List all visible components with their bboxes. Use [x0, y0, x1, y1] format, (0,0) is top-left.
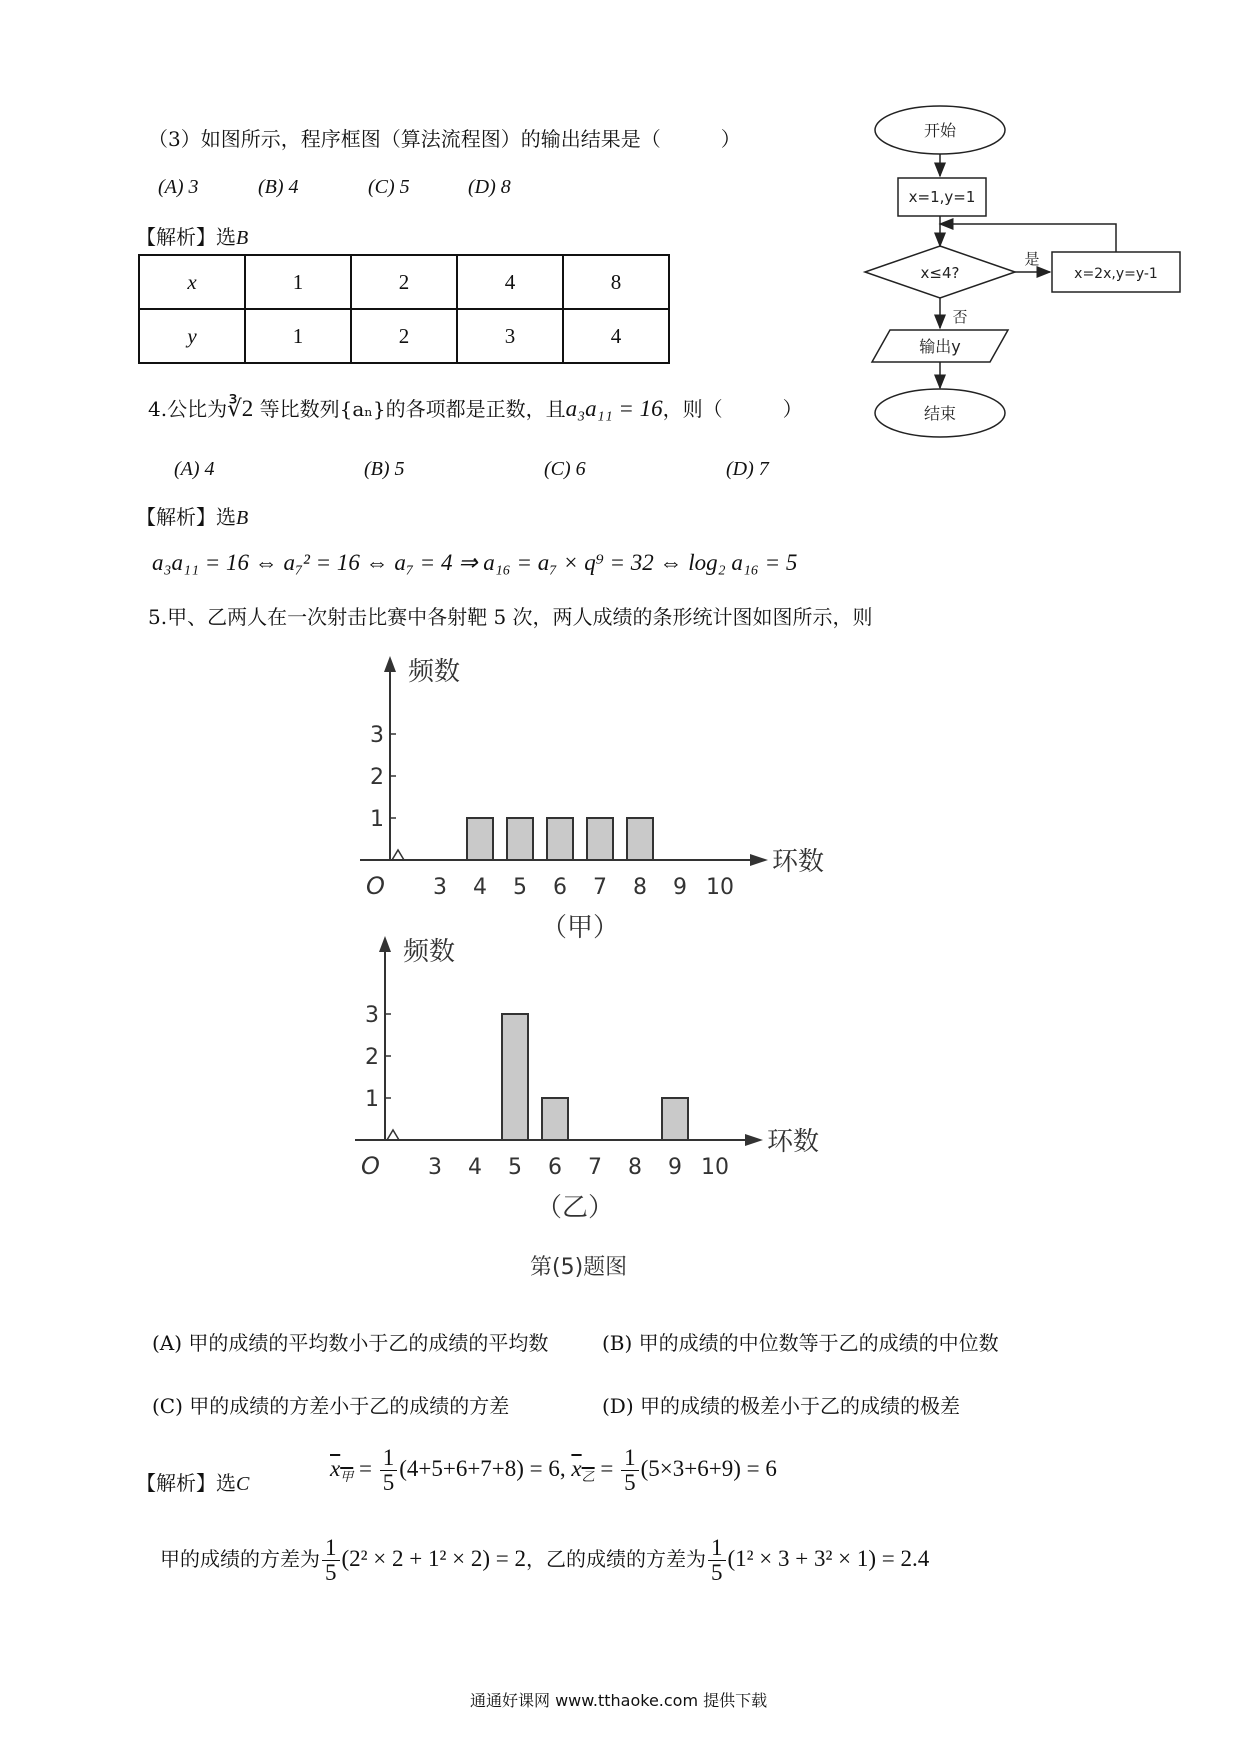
flow-output-text: 输出y [919, 337, 961, 356]
q5-var-jia-expr: (2² × 2 + 1² × 2) = 2 [341, 1545, 526, 1571]
x-axis-arrow [750, 854, 768, 866]
flow-loop-text: x=2x,y=y-1 [1074, 266, 1158, 282]
q3-option-c: (C) 5 [368, 176, 410, 198]
q4-stem-mid: 等比数列{aₙ}的各项都是正数，且 [259, 397, 566, 421]
fraction-num: 1 [322, 1536, 340, 1561]
q5-option-c: (C) 甲的成绩的方差小于乙的成绩的方差 [152, 1394, 510, 1418]
bar-chart-jia [350, 650, 910, 950]
q3-answer-choice: B [236, 227, 249, 249]
fraction-num: 1 [621, 1446, 639, 1471]
x-tick-label: 4 [468, 1155, 482, 1180]
x-tick-label: 9 [673, 875, 687, 900]
page-footer: 通通好课网 www.tthaoke.com 提供下载 [470, 1691, 768, 1710]
q5-sub-jia: 甲 [340, 1468, 354, 1484]
q4-answer-choice: B [236, 507, 249, 529]
y-axis-label: 频数 [408, 657, 461, 687]
bar [662, 1098, 688, 1140]
bar-chart-yi [345, 930, 905, 1220]
y-tick-label: 1 [370, 807, 384, 832]
flow-condition-text: x≤4? [920, 264, 960, 282]
q3-answer-label: 【解析】选 [136, 225, 236, 249]
q5-mean-jia: (4+5+6+7+8) = 6, [399, 1455, 566, 1481]
q5-mean-yi-symbol: $x_乙$ [571, 1455, 595, 1484]
x-tick-label: 7 [588, 1155, 602, 1180]
q3-answer [136, 224, 248, 251]
x-tick-label: 6 [553, 875, 567, 900]
q5-var-yi-expr: (1² × 3 + 3² × 1) = 2.4 [727, 1545, 930, 1571]
y-tick-label: 1 [365, 1087, 379, 1112]
q5-option-d: (D) 甲的成绩的极差小于乙的成绩的极差 [602, 1394, 960, 1418]
chart-title: （乙） [535, 1193, 615, 1220]
q4-answer [136, 504, 248, 531]
x-tick-label: 3 [428, 1155, 442, 1180]
q5-variance-line [160, 1536, 929, 1585]
q5-sub-yi: 乙 [581, 1468, 595, 1484]
q3-xy-table [138, 254, 670, 364]
table-cell: 4 [563, 309, 669, 363]
q5-mean-jia-symbol: $x_甲$ [330, 1455, 354, 1484]
x-tick-label: 8 [633, 875, 647, 900]
fraction-den: 5 [711, 1560, 723, 1585]
fraction-den: 5 [325, 1560, 337, 1585]
q4-option-c: (C) 6 [544, 458, 586, 480]
table-cell: 1 [245, 309, 351, 363]
q3-option-d: (D) 8 [468, 176, 511, 198]
flow-start-text: 开始 [923, 121, 957, 140]
y-tick-label: 3 [365, 1003, 379, 1028]
x-tick-label: 9 [668, 1155, 682, 1180]
q5-option-b: (B) 甲的成绩的中位数等于乙的成绩的中位数 [602, 1331, 999, 1355]
fraction-one-fifth [621, 1446, 639, 1495]
table-cell: 8 [563, 255, 669, 309]
fraction-num: 1 [380, 1446, 398, 1471]
x-tick-label: 6 [548, 1155, 562, 1180]
fraction-den: 5 [624, 1470, 636, 1495]
x-tick-label: 4 [473, 875, 487, 900]
q4-answer-label: 【解析】选 [136, 505, 236, 529]
x-tick-label: 8 [628, 1155, 642, 1180]
bar [502, 1014, 528, 1140]
x-axis-label: 环数 [772, 847, 825, 877]
q5-stem: 5.甲、乙两人在一次射击比赛中各射靶 5 次，两人成绩的条形统计图如图所示，则 [148, 605, 873, 629]
table-cell: 4 [457, 255, 563, 309]
q4-option-a: (A) 4 [174, 458, 215, 480]
q4-option-d: (D) 7 [726, 458, 769, 480]
x-tick-label: 5 [513, 875, 527, 900]
bar [547, 818, 573, 860]
table-cell: 3 [457, 309, 563, 363]
q4-stem-cond: a₃a₁₁ = 16 [565, 396, 663, 421]
table-cell: 1 [245, 255, 351, 309]
bar [507, 818, 533, 860]
x-tick-label: 7 [593, 875, 607, 900]
q5-option-a: (A) 甲的成绩的平均数小于乙的成绩的平均数 [152, 1331, 549, 1355]
q5-var-yi-label: ，乙的成绩的方差为 [526, 1546, 706, 1571]
y-tick-label: 3 [370, 723, 384, 748]
q4-solution: a₃a₁₁ = 16 ⇔ a₇² = 16 ⇔ a₇ = 4 ⇒ a₁₆ = a₇ × q⁹ = 32 ⇔ log₂ a₁₆ = 5 [152, 550, 798, 575]
flowchart [860, 100, 1190, 450]
q4-stem [148, 396, 803, 422]
fraction-den: 5 [382, 1470, 395, 1495]
flow-init-text: x=1,y=1 [908, 188, 976, 206]
fraction-one-fifth [380, 1446, 398, 1495]
axis-break [387, 1130, 399, 1140]
q4-stem-suffix: ，则（ ） [662, 397, 803, 421]
fraction-num: 1 [708, 1536, 726, 1561]
table-row-y [139, 309, 669, 363]
q4-option-b: (B) 5 [364, 458, 405, 480]
bar [467, 818, 493, 860]
bar [587, 818, 613, 860]
q5-answer [136, 1470, 249, 1497]
y-axis-arrow [379, 936, 391, 952]
bar [627, 818, 653, 860]
origin-label: O [366, 872, 385, 900]
y-axis-arrow [384, 656, 396, 672]
fraction-one-fifth [708, 1536, 726, 1585]
table-cell: 2 [351, 309, 457, 363]
y-axis-label: 频数 [403, 937, 456, 967]
table-header-x: x [139, 255, 245, 309]
table-cell: 2 [351, 255, 457, 309]
table-row-x [139, 255, 669, 309]
axis-break [392, 850, 404, 860]
table-header-y: y [139, 309, 245, 363]
q5-answer-choice: C [236, 1473, 250, 1495]
q3-option-b: (B) 4 [258, 176, 299, 198]
x-tick-label: 3 [433, 875, 447, 900]
q3-option-a: (A) 3 [158, 176, 199, 198]
x-tick-label: 10 [706, 875, 734, 900]
x-axis-arrow [745, 1134, 763, 1146]
flow-no-text: 否 [952, 308, 968, 326]
y-tick-label: 2 [365, 1045, 379, 1070]
q4-stem-root: ∛2 [227, 396, 254, 421]
q5-mean-yi: (5×3+6+9) = 6 [640, 1455, 777, 1481]
origin-label: O [361, 1152, 380, 1180]
chart-title: （甲） [540, 913, 620, 943]
q5-var-jia-label: 甲的成绩的方差为 [160, 1546, 320, 1571]
x-tick-label: 10 [701, 1155, 729, 1180]
fraction-one-fifth [322, 1536, 340, 1585]
x-tick-label: 5 [508, 1155, 522, 1180]
y-tick-label: 2 [370, 765, 384, 790]
flow-yes-text: 是 [1024, 250, 1040, 268]
q3-stem: （3）如图所示，程序框图（算法流程图）的输出结果是（ ） [148, 127, 741, 151]
q5-figure-caption: 第(5)题图 [530, 1255, 628, 1280]
bar [542, 1098, 568, 1140]
q5-answer-label: 【解析】选 [136, 1471, 236, 1495]
flow-end-text: 结束 [923, 404, 957, 423]
x-axis-label: 环数 [767, 1127, 820, 1157]
q4-stem-prefix: 4.公比为 [148, 397, 228, 421]
q5-mean-formula: $x_甲$ = $\frac{1}{5}$ (4+5+6+7+8) = 6, $x_乙$ = $\frac{1}{5}$ (5×3+6+9) = 6 [330, 1445, 777, 1495]
